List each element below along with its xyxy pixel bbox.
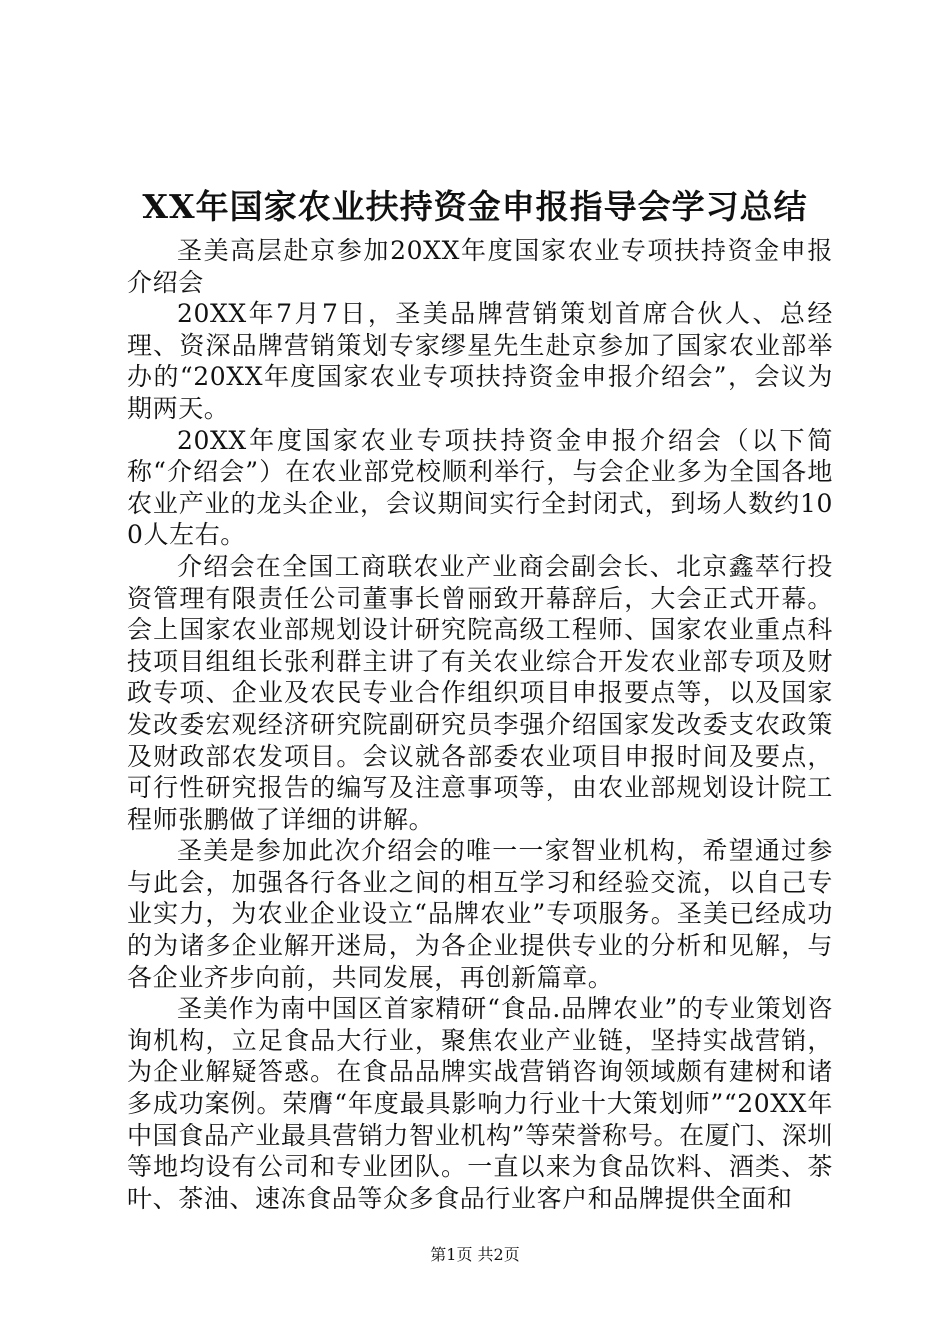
document-title: XX年国家农业扶持资金申报指导会学习总结 [142,187,808,226]
paragraph-1: 20XX年7月7日，圣美品牌营销策划首席合伙人、总经理、资深品牌营销策划专家缪星先生赴京参加了国家农业部举办的“20XX年度国家农业专项扶持资金申报介绍会”，会议为期两天。 [127,299,833,423]
paragraph-3: 介绍会在全国工商联农业产业商会副会长、北京鑫萃行投资管理有限责任公司董事长曾丽致开幕辞后，大会正式开幕。会上国家农业部规划设计研究院高级工程师、国家农业重点科技项目组组长张利群主讲了有关农业综合开发农业部专项及财政专项、企业及农民专业合作组织项目申报要点等，以及国家发改委宏观经济研究院副研究员李强介绍国家发改委支农政策及财政部农发项目。会议就各部委农业项目申报时间及要点，可行性研究报告的编写及注意事项等，由农业部规划设计院工程师张鹏做了详细的讲解。 [127,551,833,834]
paragraph-4: 圣美是参加此次介绍会的唯一一家智业机构，希望通过参与此会，加强各行各业之间的相互学习和经验交流，以自己专业实力，为农业企业设立“品牌农业”专项服务。圣美已经成功的为诸多企业解开迷局，为各企业提供专业的分析和见解，与各企业齐步向前，共同发展，再创新篇章。 [127,836,833,992]
document-body [127,235,833,1214]
page-number-footer: 第1页 共2页 [430,1245,520,1264]
paragraph-2: 20XX年度国家农业专项扶持资金申报介绍会（以下简称“介绍会”）在农业部党校顺利举行，与会企业多为全国各地农业产业的龙头企业，会议期间实行全封闭式，到场人数约100人左右。 [127,425,833,550]
paragraph-heading: 圣美高层赴京参加20XX年度国家农业专项扶持资金申报介绍会 [127,236,833,297]
paragraph-5: 圣美作为南中国区首家精研“食品.品牌农业”的专业策划咨询机构，立足食品大行业，聚焦农业产业链，坚持实战营销，为企业解疑答惑。在食品品牌实战营销咨询领域颇有建树和诸多成功案例。荣膺“年度最具影响力行业十大策划师”“20XX年中国食品产业最具营销力智业机构”等荣誉称号。在厦门、深圳等地均设有公司和专业团队。一直以来为食品饮料、酒类、茶叶、茶油、速冻食品等众多食品行业客户和品牌提供全面和 [127,994,833,1213]
